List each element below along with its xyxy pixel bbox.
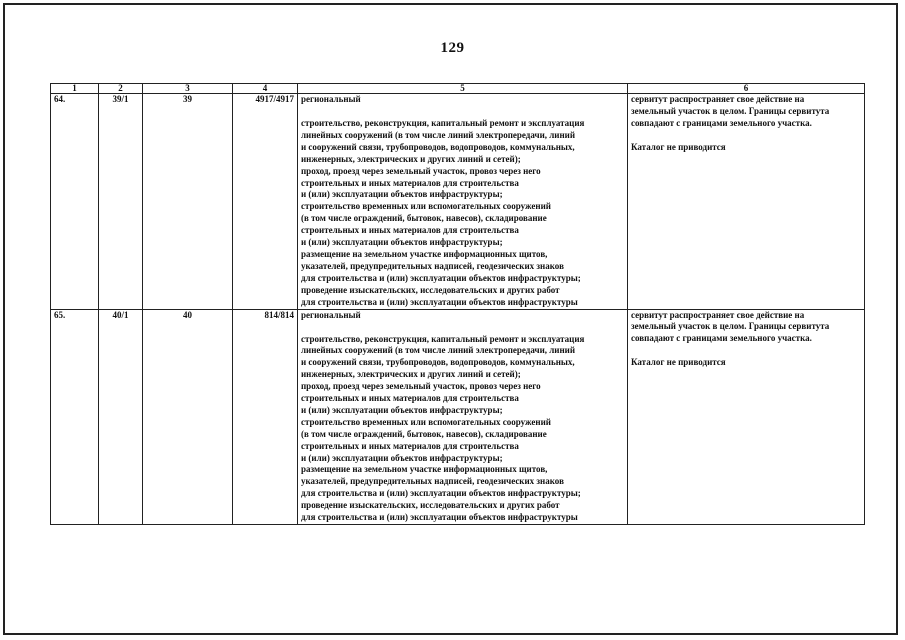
text-line: совпадают с границами земельного участка. <box>631 333 812 344</box>
text-line: для строительства и (или) эксплуатации объектов инфраструктуры; <box>301 272 581 283</box>
text-line: для строительства и (или) эксплуатации объектов инфраструктуры <box>301 296 578 307</box>
text-line: указателей, предупредительных надписей, геодезических знаков <box>301 260 564 271</box>
text-line: строительных и иных материалов для строительства <box>301 393 519 404</box>
text-line: строительных и иных материалов для строительства <box>301 440 519 451</box>
text-line: совпадают с границами земельного участка. <box>631 117 812 128</box>
catalog-note: Каталог не приводится <box>631 141 726 152</box>
text-line: для строительства и (или) эксплуатации объектов инфраструктуры; <box>301 488 581 499</box>
text-line: проход, проезд через земельный участок, провоз через него <box>301 381 541 392</box>
header-col-3: 3 <box>143 84 233 94</box>
text-line: строительство, реконструкция, капитальный ремонт и эксплуатация <box>301 118 585 128</box>
text-line: и (или) эксплуатации объектов инфраструктуры; <box>301 237 503 248</box>
table-row <box>51 94 865 310</box>
text-line: инженерных, электрических и других линий и сетей); <box>301 369 521 380</box>
header-col-1: 1 <box>51 84 99 94</box>
spacer <box>301 322 624 334</box>
text-line: строительство временных или вспомогательных сооружений <box>301 201 551 212</box>
note-lines <box>631 310 861 346</box>
header-col-2: 2 <box>99 84 143 94</box>
row-number: 65. <box>51 309 99 525</box>
header-col-5: 5 <box>298 84 628 94</box>
text-line: и (или) эксплуатации объектов инфраструктуры; <box>301 404 503 415</box>
text-line: проведение изыскательских, исследовательских и других работ <box>301 500 560 511</box>
area-value: 4917/4917 <box>233 94 298 310</box>
purpose-lines <box>301 334 624 525</box>
note-cell <box>628 309 865 525</box>
note-lines <box>631 94 861 130</box>
note-cell <box>628 94 865 310</box>
text-line: инженерных, электрических и других линий и сетей); <box>301 153 521 164</box>
header-col-4: 4 <box>233 84 298 94</box>
row-number: 64. <box>51 94 99 310</box>
text-line: земельный участок в целом. Границы сервитута <box>631 105 830 116</box>
catalog-note: Каталог не приводится <box>631 357 726 368</box>
text-line: (в том числе ограждений, бытовок, навесов), складирование <box>301 428 547 439</box>
table-row <box>51 309 865 525</box>
page-number: 129 <box>440 40 465 56</box>
regime-label: региональный <box>301 309 361 320</box>
text-line: размещение на земельном участке информационных щитов, <box>301 248 548 259</box>
text-line: линейных сооружений (в том числе линий электропередачи, линий <box>301 129 576 140</box>
text-line: земельный участок в целом. Границы сервитута <box>631 321 830 332</box>
text-line: и сооружений связи, трубопроводов, водопроводов, коммунальных, <box>301 141 575 152</box>
cadastral-part: 39/1 <box>99 94 143 310</box>
spacer <box>301 106 624 118</box>
text-line: линейных сооружений (в том числе линий электропередачи, линий <box>301 345 576 356</box>
text-line: (в том числе ограждений, бытовок, навесов), складирование <box>301 213 547 224</box>
area-value: 814/814 <box>233 309 298 525</box>
purpose-lines <box>301 118 624 309</box>
purpose-cell <box>298 94 628 310</box>
text-line: и (или) эксплуатации объектов инфраструктуры; <box>301 189 503 200</box>
text-line: и (или) эксплуатации объектов инфраструктуры; <box>301 452 503 463</box>
text-line: и сооружений связи, трубопроводов, водопроводов, коммунальных, <box>301 357 575 368</box>
text-line: проведение изыскательских, исследовательских и других работ <box>301 284 560 295</box>
servitude-table <box>50 83 865 525</box>
purpose-cell <box>298 309 628 525</box>
text-line: указателей, предупредительных надписей, геодезических знаков <box>301 476 564 487</box>
regime-label: региональный <box>301 94 361 104</box>
text-line: строительство, реконструкция, капитальный ремонт и эксплуатация <box>301 333 585 344</box>
text-line: проход, проезд через земельный участок, провоз через него <box>301 165 541 176</box>
cadastral-part: 40/1 <box>99 309 143 525</box>
text-line: сервитут распространяет свое действие на <box>631 309 805 320</box>
text-line: строительных и иных материалов для строительства <box>301 225 519 236</box>
header-col-6: 6 <box>628 84 865 94</box>
parcel-number: 39 <box>143 94 233 310</box>
text-line: сервитут распространяет свое действие на <box>631 94 805 104</box>
text-line: для строительства и (или) эксплуатации объектов инфраструктуры <box>301 512 578 523</box>
text-line: строительство временных или вспомогательных сооружений <box>301 416 551 427</box>
table-header-row <box>51 84 865 94</box>
text-line: строительных и иных материалов для строительства <box>301 177 519 188</box>
parcel-number: 40 <box>143 309 233 525</box>
table-body <box>51 94 865 525</box>
text-line: размещение на земельном участке информационных щитов, <box>301 464 548 475</box>
